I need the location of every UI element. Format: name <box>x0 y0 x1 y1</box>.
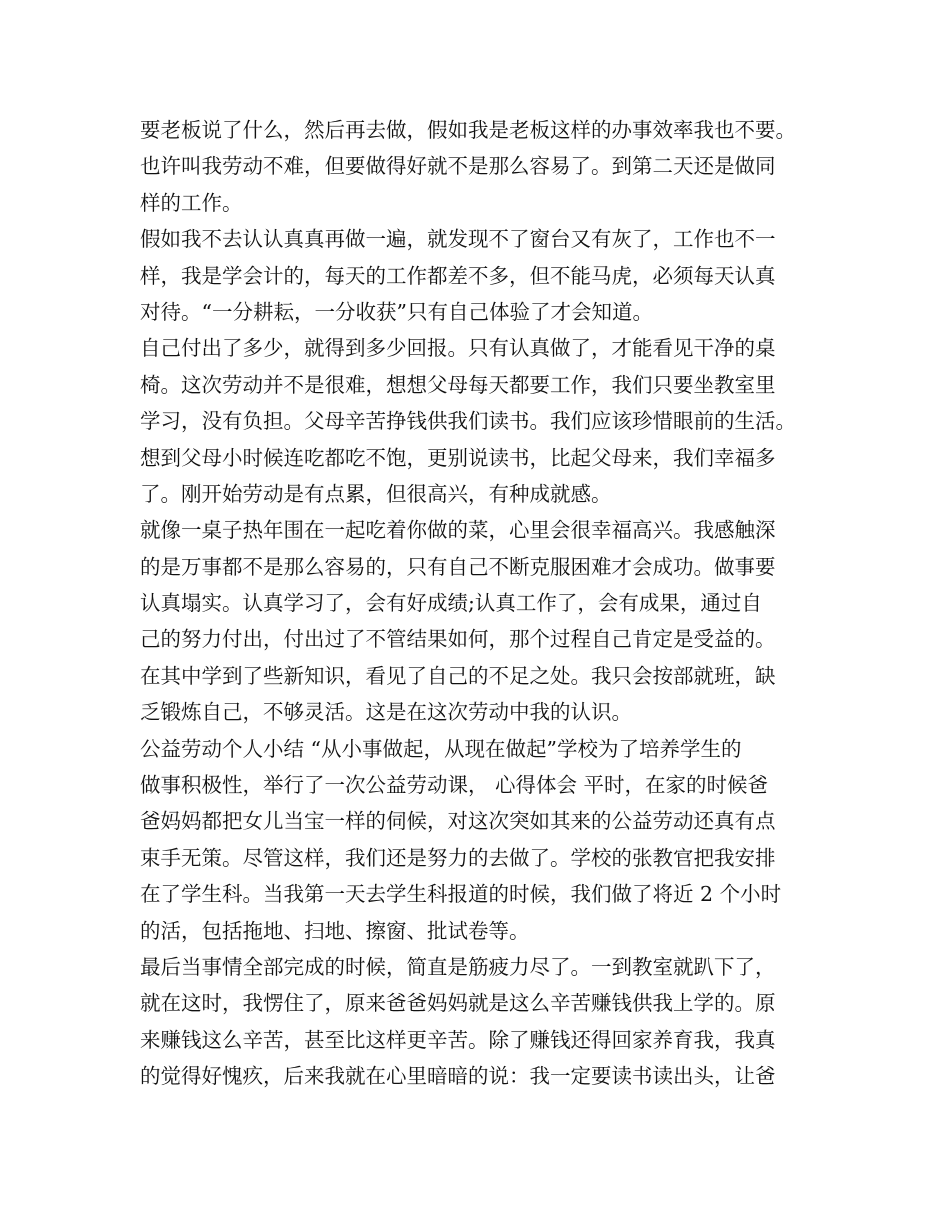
text-line: 也许叫我劳动不难，但要做得好就不是那么容易了。到第二天还是做同 <box>140 154 776 179</box>
text-line: 己的努力付出，付出过了不管结果如何，那个过程自己肯定是受益的。 <box>140 627 776 652</box>
text-line: 想到父母小时候连吃都吃不饱，更别说读书，比起父母来，我们幸福多 <box>140 445 776 470</box>
text-line: 了。刚开始劳动是有点累，但很高兴，有种成就感。 <box>140 481 612 506</box>
text-line: 要老板说了什么，然后再去做，假如我是老板这样的办事效率我也不要。 <box>140 118 796 142</box>
body-text <box>140 112 830 1095</box>
text-line: 假如我不去认认真真再做一遍，就发现不了窗台又有灰了，工作也不一 <box>140 227 776 252</box>
text-line: 认真塌实。认真学习了，会有好成绩;认真工作了，会有成果，通过自 <box>140 591 762 616</box>
text-line: 就像一桌子热年围在一起吃着你做的菜，心里会很幸福高兴。我感触深 <box>140 518 776 543</box>
text-line: 做事积极性，举行了一次公益劳动课， 心得体会 平时，在家的时候爸 <box>140 773 769 798</box>
text-line: 椅。这次劳动并不是很难，想想父母每天都要工作，我们只要坐教室里 <box>140 372 776 397</box>
text-line: 在了学生科。当我第一天去学生科报道的时候，我们做了将近 2 个小时 <box>140 882 782 907</box>
text-line: 公益劳动个人小结 “从小事做起，从现在做起”学校为了培养学生的 <box>140 736 742 761</box>
text-line: 在其中学到了些新知识，看见了自己的不足之处。我只会按部就班，缺 <box>140 663 776 688</box>
text-line: 乏锻炼自己，不够灵活。这是在这次劳动中我的认识。 <box>140 700 632 725</box>
text-line: 的是万事都不是那么容易的，只有自己不断克服困难才会成功。做事要 <box>140 554 776 579</box>
text-line: 爸妈妈都把女儿当宝一样的伺候，对这次突如其来的公益劳动还真有点 <box>140 809 776 834</box>
text-line: 的活，包括拖地、扫地、擦窗、批试卷等。 <box>140 918 530 943</box>
text-line: 对待。“一分耕耘，一分收获”只有自己体验了才会知道。 <box>140 299 653 324</box>
text-line: 来赚钱这么辛苦，甚至比这样更辛苦。除了赚钱还得回家养育我，我真 <box>140 1027 776 1052</box>
text-line: 样，我是学会计的，每天的工作都差不多，但不能马虎，必须每天认真 <box>140 263 776 288</box>
text-line: 束手无策。尽管这样，我们还是努力的去做了。学校的张教官把我安排 <box>140 845 776 870</box>
text-line: 自己付出了多少，就得到多少回报。只有认真做了，才能看见干净的桌 <box>140 336 776 361</box>
text-line: 学习，没有负担。父母辛苦挣钱供我们读书。我们应该珍惜眼前的生活。 <box>140 409 796 434</box>
text-line: 样的工作。 <box>140 190 243 215</box>
text-line: 的觉得好愧疚，后来我就在心里暗暗的说：我一定要读书读出头，让爸 <box>140 1064 776 1089</box>
text-line: 就在这时，我愣住了，原来爸爸妈妈就是这么辛苦赚钱供我上学的。原 <box>140 991 776 1016</box>
text-line: 最后当事情全部完成的时候，简直是筋疲力尽了。一到教室就趴下了， <box>140 954 776 979</box>
